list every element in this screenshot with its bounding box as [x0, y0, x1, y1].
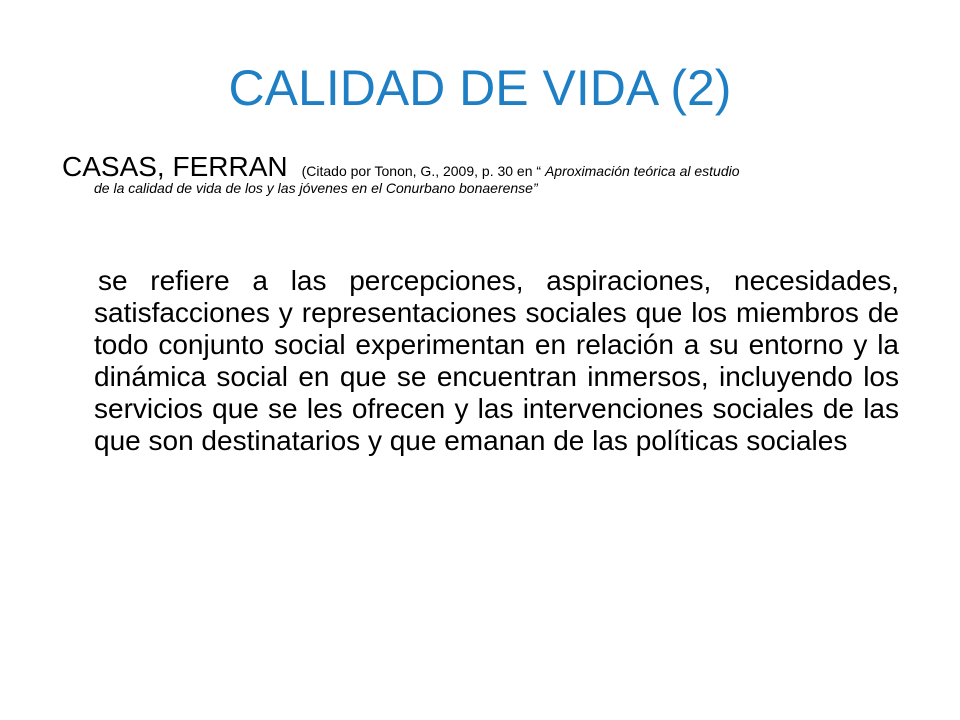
citation-prefix: (Citado por Tonon, G., 2009, p. 30 en “ — [301, 163, 545, 179]
citation-work-title-line2: de la calidad de vida de los y las jóvenes en el Conurbano bonaerense” — [94, 180, 538, 196]
slide-title: CALIDAD DE VIDA (2) — [228, 60, 732, 116]
citation-work-title-line1: Aproximación teórica al estudio — [544, 163, 740, 179]
citation-block — [62, 150, 902, 196]
author-name: CASAS, FERRAN — [62, 151, 288, 182]
citation-text — [302, 163, 740, 179]
definition-paragraph: se refiere a las percepciones, aspiraciones, necesidades, satisfacciones y representaciones sociales que los miembros de todo conjunto social experimentan en relación a su entorno y la dinámica social en que se encuentran inmersos, incluyendo los servicios que se les ofrecen y las intervenciones sociales de las que son destinatarios y que emanan de las políticas sociales — [94, 265, 899, 456]
